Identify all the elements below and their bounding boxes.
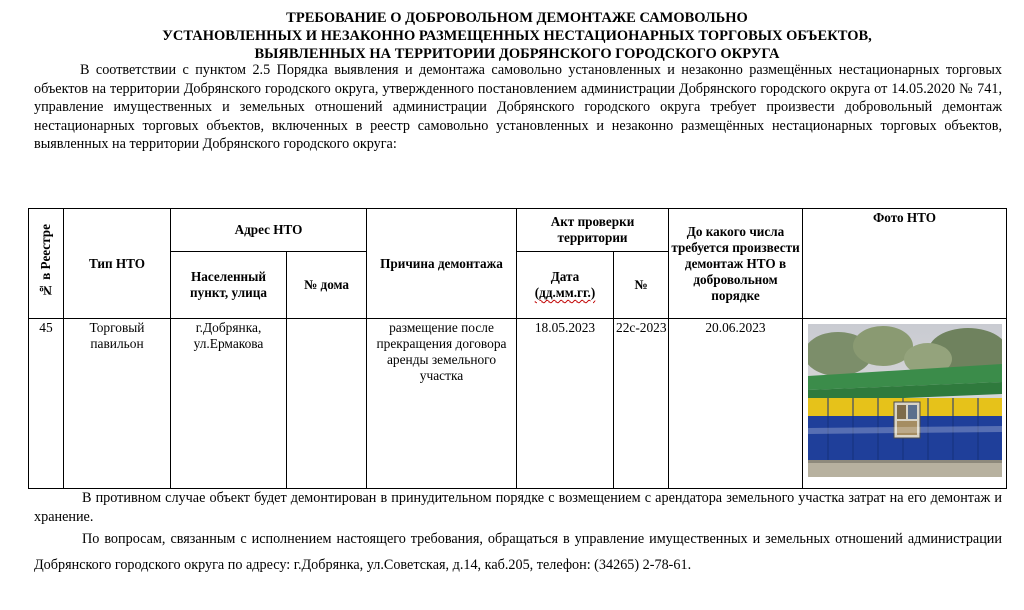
cell-deadline: 20.06.2023 <box>669 319 803 489</box>
document-title <box>60 9 974 63</box>
header-address: Адрес НТО <box>171 209 367 252</box>
cell-act-no: 22с-2023 <box>614 319 669 489</box>
cell-reason: размещение после прекращения договора аренды земельного участка <box>367 319 517 489</box>
cell-locality-street: г.Добрянка, ул.Ермакова <box>171 319 287 489</box>
header-house-no: № дома <box>287 252 367 319</box>
title-line-3: ВЫЯВЛЕННЫХ НА ТЕРРИТОРИИ ДОБРЯНСКОГО ГОРОДСКОГО ОКРУГА <box>254 46 780 62</box>
outro-text-2: По вопросам, связанным с исполнением настоящего требования, обращаться в управление имущественных и земельных отношений администрации Добрянского городского округа по адресу: г.Добрянка, ул.Советская, д.14, каб.205, телефон: (34265) 2-78-61. <box>34 531 1002 573</box>
cell-type: Торговый павильон <box>64 319 171 489</box>
header-photo: Фото НТО <box>803 209 1007 319</box>
cell-registry-no: 45 <box>29 319 64 489</box>
table-header-row-1 <box>29 209 1007 252</box>
kiosk-photo <box>808 324 1002 477</box>
header-type: Тип НТО <box>64 209 171 319</box>
nto-table <box>28 208 1007 489</box>
title-line-1: ТРЕБОВАНИЕ О ДОБРОВОЛЬНОМ ДЕМОНТАЖЕ САМОВОЛЬНО <box>286 10 748 26</box>
header-registry-no-text: № в Реестре <box>38 224 53 299</box>
outro-paragraph-2 <box>34 526 1002 578</box>
outro-paragraph-1 <box>34 489 1002 526</box>
header-act-date <box>517 252 614 319</box>
cell-photo <box>803 319 1007 489</box>
outro-text-1: В противном случае объект будет демонтирован в принудительном порядке с возмещением с арендатора земельного участка затрат на его демонтаж и хранение. <box>34 490 1002 525</box>
cell-act-date: 18.05.2023 <box>517 319 614 489</box>
header-registry-no <box>29 209 64 319</box>
header-deadline: До какого числа требуется произвести демонтаж НТО в добровольном порядке <box>669 209 803 319</box>
header-date-format: (дд.мм.гг.) <box>534 285 596 300</box>
table-row <box>29 319 1007 489</box>
header-act-no: № <box>614 252 669 319</box>
header-locality-street: Населенный пункт, улица <box>171 252 287 319</box>
header-date-label: Дата <box>550 269 580 284</box>
header-inspection-act: Акт проверки территории <box>517 209 669 252</box>
intro-paragraph <box>34 61 1002 154</box>
cell-house-no <box>287 319 367 489</box>
title-line-2: УСТАНОВЛЕННЫХ И НЕЗАКОННО РАЗМЕЩЕННЫХ НЕСТАЦИОНАРНЫХ ТОРГОВЫХ ОБЪЕКТОВ, <box>162 28 872 44</box>
intro-text: В соответствии с пунктом 2.5 Порядка выявления и демонтажа самовольно установленных и незаконно размещённых нестационарных торговых объектов на территории Добрянского городского округа, утвержденного постановлением администрации Добрянского городского округа от 14.05.2020 № 741, управление имущественных и земельных отношений администрации Добрянского городского округа требует произвести добровольный демонтаж нестационарных торговых объектов, включенных в реестр самовольно установленных и незаконно размещённых нестационарных торговых объектов, выявленных на территории Добрянского городского округа: <box>34 62 1002 153</box>
header-reason: Причина демонтажа <box>367 209 517 319</box>
